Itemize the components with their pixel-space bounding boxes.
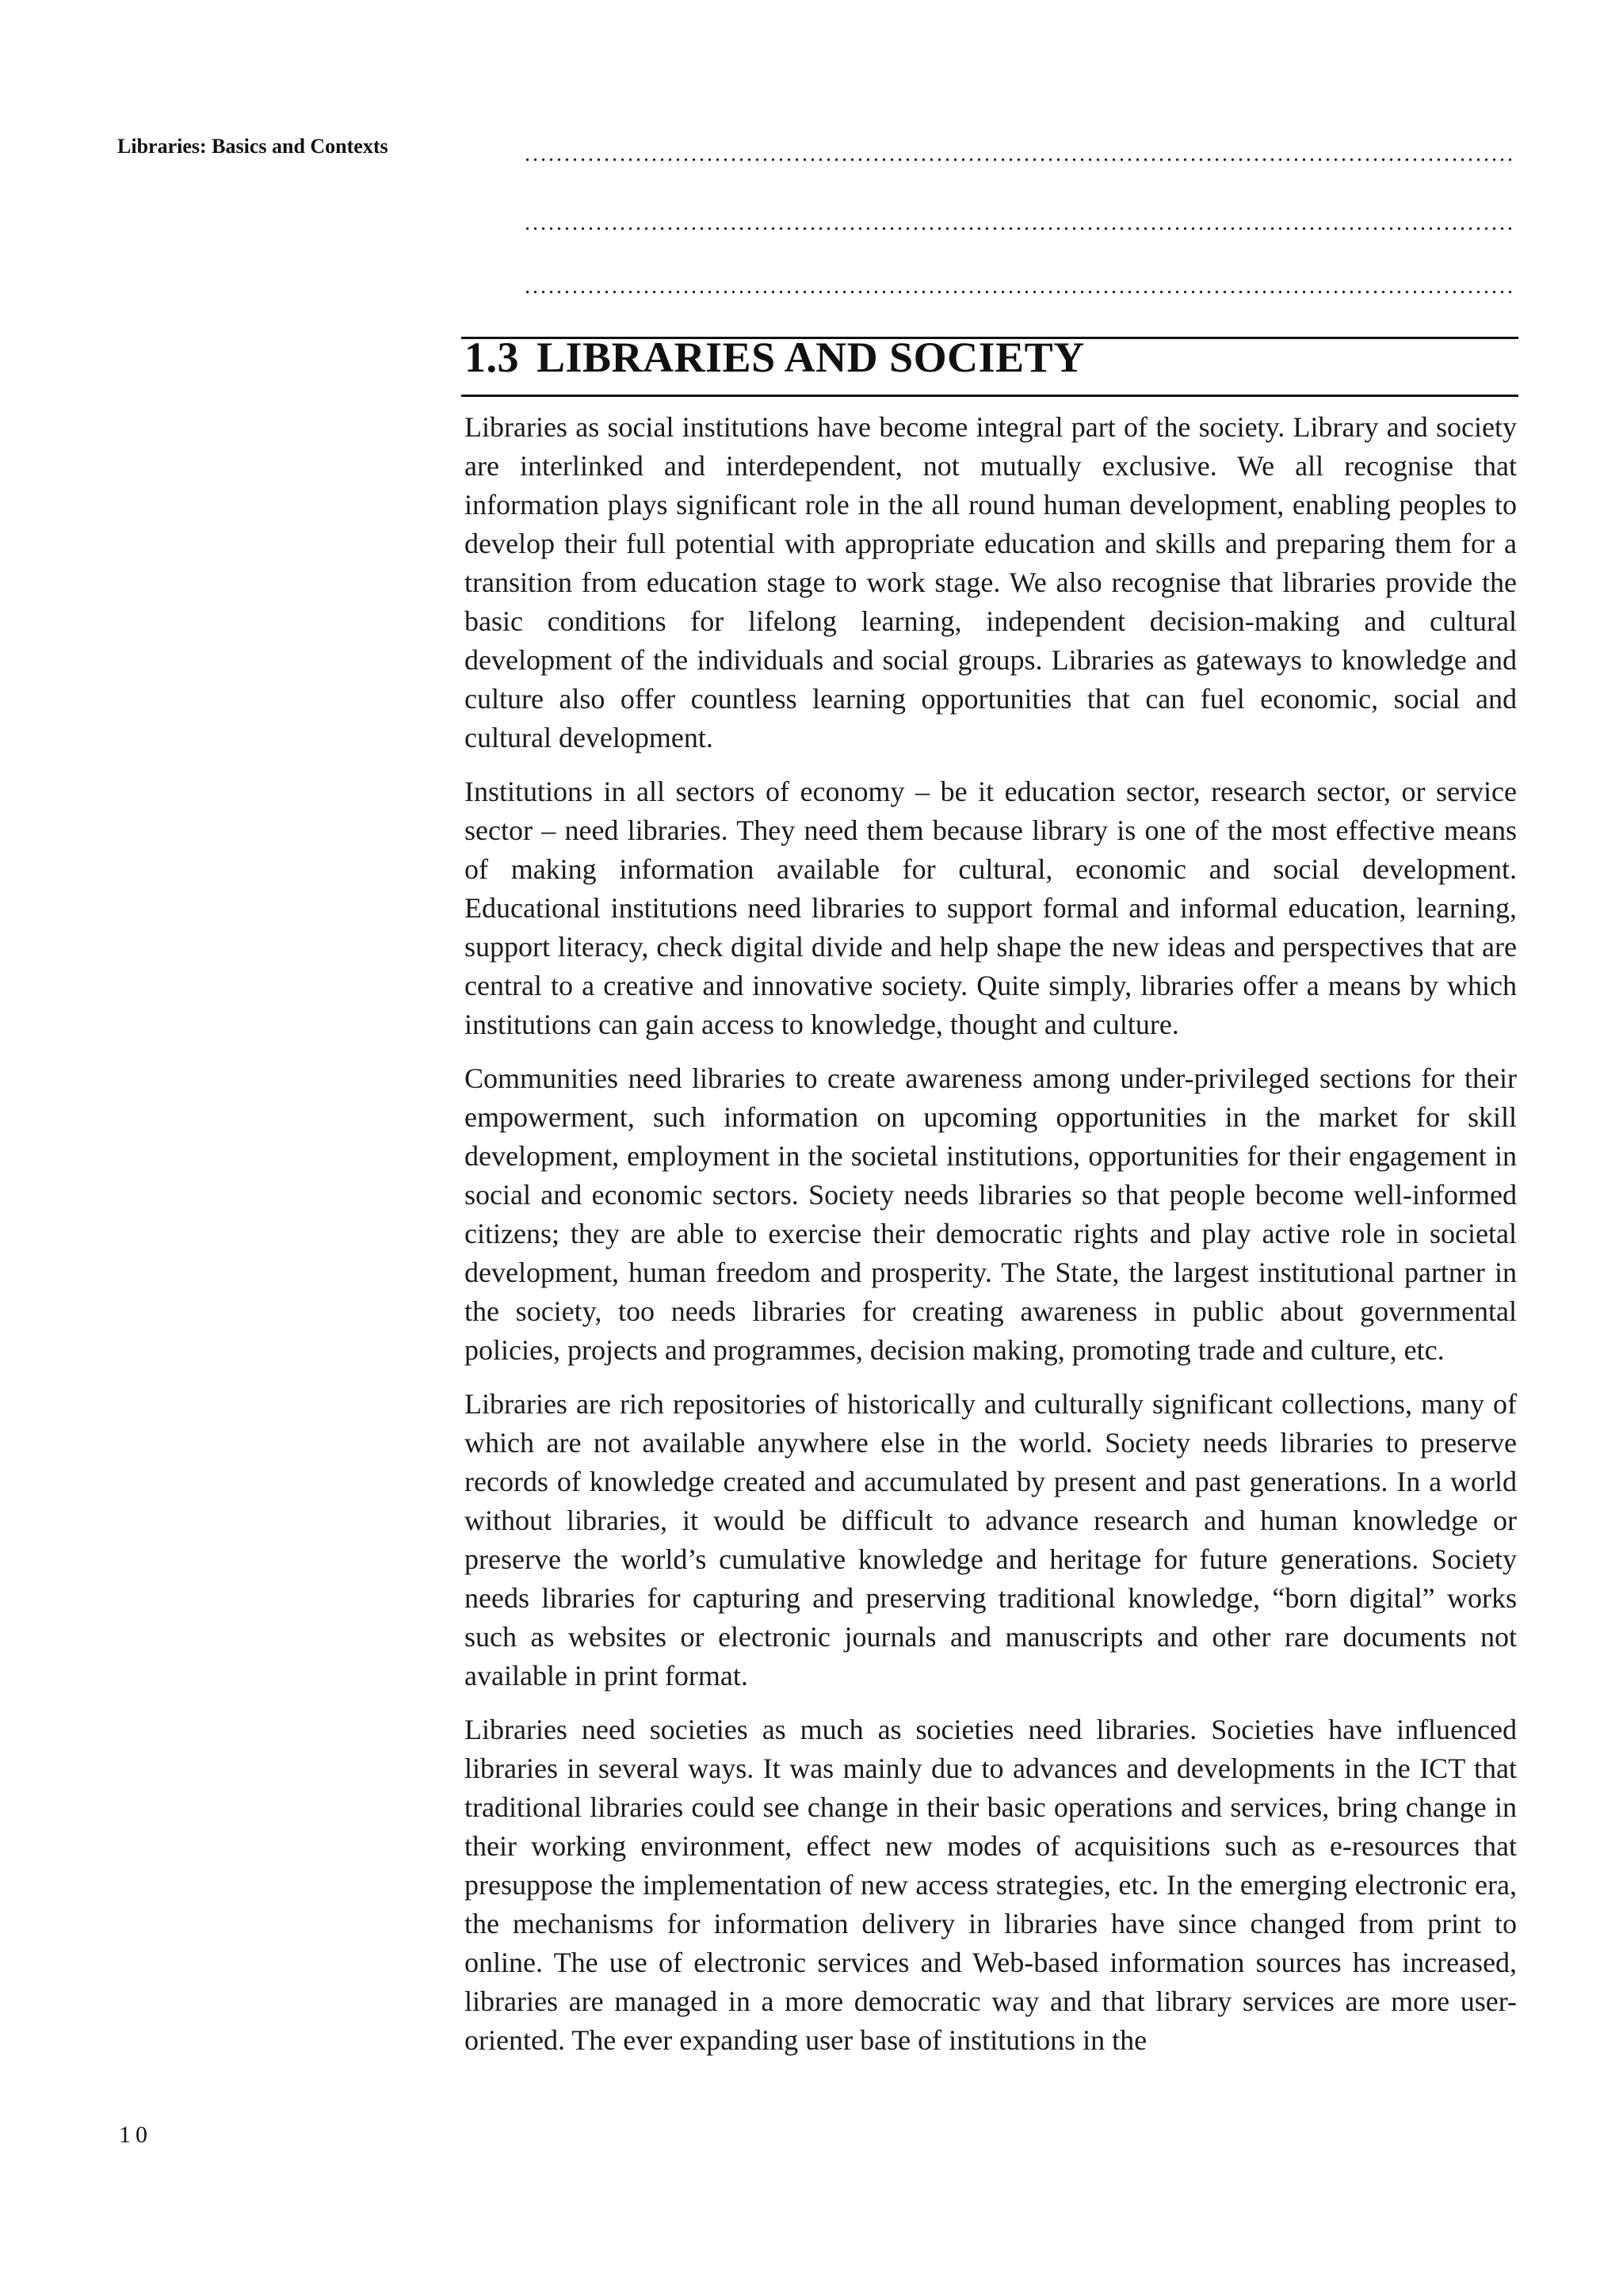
section-title: LIBRARIES AND SOCIETY [537,334,1085,381]
body-text [464,408,1517,2075]
paragraph-3: Communities need libraries to create awareness among under-privileged sections for their empowerment, such information on upcoming opportunities in the market for skill development, employment in the societal institutions, opportunities for their engagement in social and economic sectors. Society needs libraries so that people become well-informed citizens; they are able to exercise their democratic rights and play active role in societal development, human freedom and prosperity. The State, the largest institutional partner in the society, too needs libraries for creating awareness in public about governmental policies, projects and programmes, decision making, promoting trade and culture, etc. [464,1062,1517,1366]
answer-line-3 [525,271,1515,303]
section-heading [464,333,1085,382]
section-number: 1.3 [464,334,519,381]
answer-line-1 [525,139,1515,170]
page-number: 10 [119,2122,152,2148]
paragraph-4: Libraries are rich repositories of historically and culturally significant collections, many of which are not available anywhere else in the world. Society needs libraries to preserve records of knowledge created and accumulated by present and past generations. In a world without libraries, it would be difficult to advance research and human knowledge or preserve the world’s cumulative knowledge and heritage for future generations. Society needs libraries for capturing and preserving traditional knowledge, “born digital” works such as websites or electronic journals and manuscripts and other rare documents not available in print format. [464,1388,1517,1691]
paragraph-2: Institutions in all sectors of economy – be it education sector, research sector, or service sector – need libraries. They need them because library is one of the most effective means of making information available for cultural, economic and social development. Educational institutions need libraries to support formal and informal education, learning, support literacy, check digital divide and help shape the new ideas and perspectives that are central to a creative and innovative society. Quite simply, libraries offer a means by which institutions can gain access to knowledge, thought and culture. [464,776,1517,1040]
paragraph-1: Libraries as social institutions have become integral part of the society. Library and society are interlinked and interdependent, not mutually exclusive. We all recognise that information plays significant role in the all round human development, enabling peoples to develop their full potential with appropriate education and skills and preparing them for a transition from education stage to work stage. We also recognise that libraries provide the basic conditions for lifelong learning, independent decision-making and cultural development of the individuals and social groups. Libraries as gateways to knowledge and culture also offer countless learning opportunities that can fuel economic, social and cultural development. [464,411,1517,753]
paragraph-5: Libraries need societies as much as societies need libraries. Societies have influenced libraries in several ways. It was mainly due to advances and developments in the ICT that traditional libraries could see change in their basic operations and services, bring change in their working environment, effect new modes of acquisitions such as e-resources that presuppose the implementation of new access strategies, etc. In the emerging electronic era, the mechanisms for information delivery in libraries have since changed from print to online. The use of electronic services and Web-based information sources has increased, libraries are managed in a more democratic way and that library services are more user-oriented. The ever expanding user base of institutions in the [464,1714,1517,2056]
answer-line-2 [525,208,1515,239]
heading-rule-bottom [461,395,1518,397]
running-head: Libraries: Basics and Contexts [117,135,388,158]
